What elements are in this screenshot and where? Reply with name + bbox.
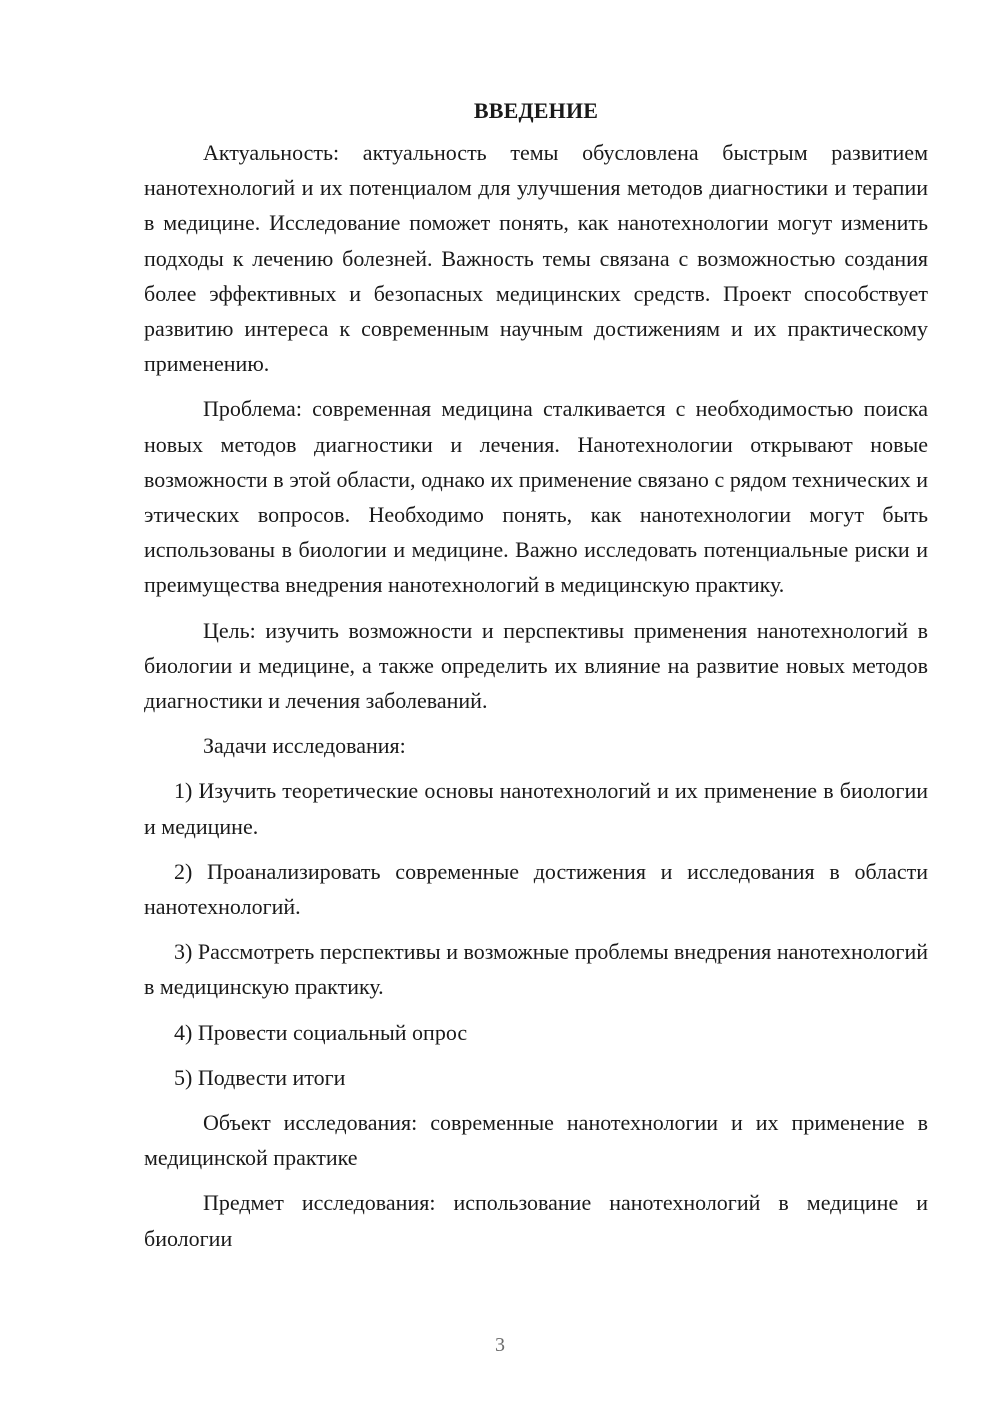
document-page bbox=[144, 95, 928, 1266]
task-item-5: 5) Подвести итоги bbox=[174, 1064, 346, 1090]
paragraph-subject: Предмет исследования: использование нанотехнологий в медицине и биологии bbox=[144, 1190, 928, 1251]
tasks-heading: Задачи исследования: bbox=[203, 733, 406, 759]
paragraph-object: Объект исследования: современные нанотехнологии и их применение в медицинской практике bbox=[144, 1110, 928, 1171]
task-item-4: 4) Провести социальный опрос bbox=[174, 1019, 468, 1045]
paragraph-goal: Цель: изучить возможности и перспективы применения нанотехнологий в биологии и медицине, а также определить их влияние на развитие новых методов диагностики и лечения заболеваний. bbox=[144, 617, 928, 714]
paragraph-problem: Проблема: современная медицина сталкивается с необходимостью поиска новых методов диагностики и лечения. Нанотехнологии открывают новые возможности в этой области, однако их применение связано с рядом технических и этических вопросов. Необходимо понять, как нанотехнологии могут быть использованы в биологии и медицине. Важно исследовать потенциальные риски и преимущества внедрения нанотехнологий в медицинскую практику. bbox=[144, 396, 928, 598]
paragraph-relevance: Актуальность: актуальность темы обусловлена быстрым развитием нанотехнологий и их потенциалом для улучшения методов диагностики и терапии в медицине. Исследование поможет понять, как нанотехнологии могут изменить подходы к лечению болезней. Важность темы связана с возможностью создания более эффективных и безопасных медицинских средств. Проект способствует развитию интереса к современным научным достижениям и их практическому применению. bbox=[144, 140, 928, 377]
page-number: 3 bbox=[495, 1334, 505, 1356]
task-item-3: 3) Рассмотреть перспективы и возможные проблемы внедрения нанотехнологий в медицинскую практику. bbox=[144, 939, 928, 1000]
section-title: ВВЕДЕНИЕ bbox=[473, 98, 599, 123]
task-item-2: 2) Проанализировать современные достижения и исследования в области нанотехнологий. bbox=[144, 858, 928, 920]
task-item-1: 1) Изучить теоретические основы нанотехнологий и их применение в биологии и медицине. bbox=[144, 778, 928, 839]
